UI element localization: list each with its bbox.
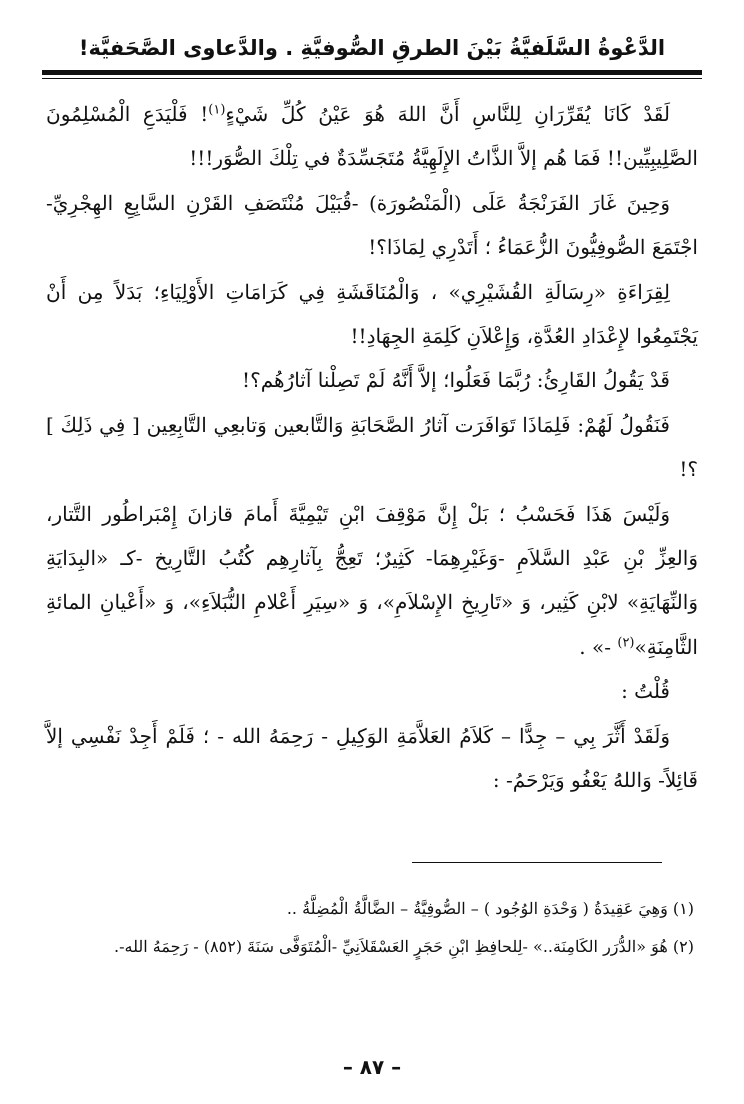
header-rule-thick — [42, 70, 702, 75]
running-header-title: الدَّعْوةُ السَّلَفيَّةُ بَيْنَ الطرقِ الصُّوفيَّةِ . والدَّعاوى الصَّحَفيَّة! — [78, 36, 666, 60]
footnote-2: (٢) هُوَ «الدُّرَر الكَامِنَة..» -لِلحافِظِ ابْنِ حَجَرٍ العَسْقَلاَنِيِّ -الْمُتَوَفَّى سَنَةَ (٨٥٢) - رَحِمَهُ الله-. — [114, 937, 694, 956]
paragraph-2: وَحِينَ غَارَ الفَرَنْجَةُ عَلَى (الْمَنْصُورَة) -قُبَيْلَ مُنْتَصَفِ القَرْنِ السَّابِعِ الهِجْرِيِّ- اجْتَمَعَ الصُّوفِيُّونَ الزُّعَمَاءُ ؛ أَتَدْرِي لِمَاذَا؟! — [46, 190, 698, 260]
paragraph-6-text: وَلَيْسَ هَذَا فَحَسْبُ ؛ بَلْ إِنَّ مَوْقِفَ ابْنِ تَيْمِيَّةَ أَمامَ قازانَ إِمْبَراطُور التَّتار، وَالعِزِّ بْنِ عَبْدِ السَّلاَمِ -وَغَيْرِهِمَا- كَثِيرٌ؛ تَعِجُّ بِآثارِهِم كُتُبُ التَّارِيخ -كـ «البِدَايَةِ وَالنِّهَايَةِ» لابْنِ كَثِير، وَ «تَارِيخِ الإِسْلاَمِ»، وَ «سِيَرِ أَعْلامِ النُّبَلاَءِ»، وَ «أَعْيانِ المائةِ الثَّامِنَةِ» — [46, 501, 698, 659]
paragraph-7-heading: قُلْتُ : — [621, 679, 670, 704]
paragraph-3: لِقِرَاءَةِ «رِسَالَةِ القُشَيْرِي» ، وَالْمُنَاقَشَةِ فِي كَرَامَاتِ الأَوْلِيَاءِ؛ بَدَلاً مِن أَنْ يَجْتَمِعُوا لإِعْدَادِ العُدَّةِ، وَإِعْلاَنِ كَلِمَةِ الجِهَادِ!! — [46, 279, 698, 349]
footnote-ref-2: (٢) — [617, 635, 635, 651]
footnote-ref-1: (١) — [208, 102, 226, 118]
footnote-separator — [412, 862, 662, 863]
footnote-1: (١) وَهِيَ عَقِيدَةُ ( وَحْدَةِ الوُجُود ) – الصُّوفِيَّةُ – الضَّالَّةُ الْمُضِلَّةُ .. — [286, 899, 694, 918]
footnotes — [50, 890, 694, 966]
paragraph-5: فَنَقُولُ لَهُمْ: فَلِمَاذَا تَوَافَرَت آثارُ الصَّحَابَةِ وَالتَّابعين وَتابعِي التَّابِعِين [ فِي ذَلِكَ ] ؟! — [46, 412, 698, 482]
paragraph-8: وَلَقَدْ أَثَّرَ بِي – جِدًّا – كَلاَمُ العَلاَّمَةِ الوَكِيلِ - رَحِمَهُ الله - ؛ فَلَمْ أَجِدْ نَفْسِي إلاَّ قَائِلاً- وَاللهُ يَعْفُو وَيَرْحَمُ- : — [46, 723, 698, 793]
paragraph-6 — [46, 492, 698, 670]
paragraph-1 — [46, 92, 698, 181]
paragraph-4: قَدْ يَقُولُ القَارِئُ: رُبَّمَا فَعَلُوا؛ إلاَّ أَنَّهُ لَمْ تَصِلْنا آثارُهُم؟! — [242, 368, 670, 393]
paragraph-6-end: -» . — [579, 634, 618, 659]
body-text — [46, 92, 698, 803]
page-number: – ٨٧ – — [342, 1055, 402, 1079]
header-rule-thin — [42, 78, 702, 79]
paragraph-1-text: لَقَدْ كَانَا يُقَرِّرَانِ لِلنَّاسِ أَنَّ اللهَ هُوَ عَيْنُ كُلِّ شَيْءٍ — [225, 102, 670, 126]
paragraph-1-continuation: ! فَلْيَدَعِ الْمُسْلِمُونَ الصَّلِيبِيِّين!! فَمَا هُم إلاَّ الذَّاتُ الإِلَهِيَّةُ مُتَجَسِّدَةٌ في تِلْكَ الصُّوَر!!! — [46, 102, 698, 171]
